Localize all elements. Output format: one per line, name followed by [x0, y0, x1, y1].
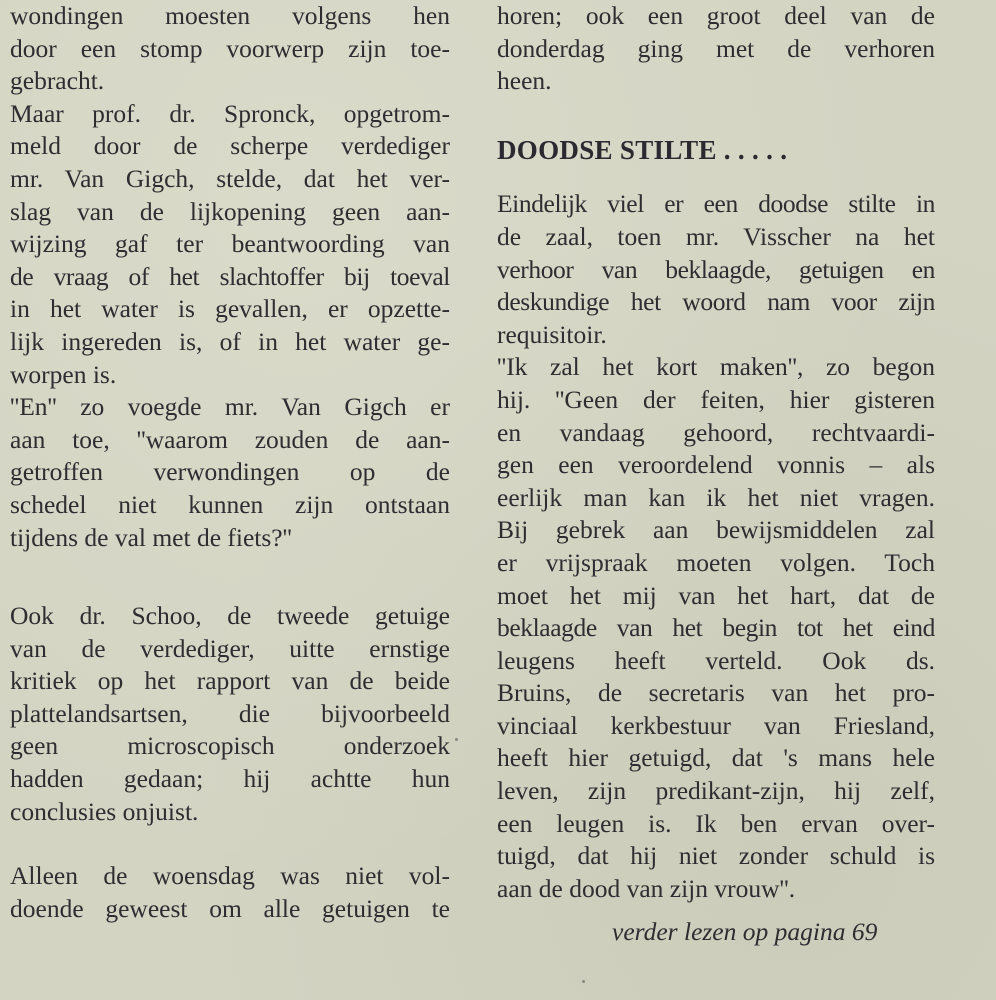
text-line: aan de dood van zijn vrouw''. — [497, 873, 796, 903]
text-line: Bij gebrek aan bewijsmiddelen zal — [497, 515, 935, 545]
text-line: requisitoir. — [497, 319, 607, 349]
right-column — [497, 0, 935, 905]
left-paragraph-5 — [10, 860, 450, 925]
text-line: gen een veroordelend vonnis – als — [497, 450, 935, 480]
text-line: doende geweest om alle getuigen te — [10, 893, 450, 923]
section-heading: DOODSE STILTE . . . . . — [497, 134, 788, 165]
left-paragraph-2 — [10, 98, 450, 391]
text-line: en vandaag gehoord, rechtvaardi- — [497, 417, 935, 447]
text-line: moet het mij van het hart, dat de — [497, 580, 935, 610]
text-line: slag van de lijkopening geen aan- — [10, 196, 450, 226]
text-line: eerlijk man kan ik het niet vragen. — [497, 482, 935, 512]
text-line: Eindelijk viel er een doodse stilte in — [497, 189, 935, 219]
text-line: donderdag ging met de verhoren — [497, 33, 935, 63]
text-line: verhoor van beklaagde, getuigen en — [497, 254, 935, 284]
text-line: gebracht. — [10, 66, 105, 96]
text-line: leugens heeft verteld. Ook ds. — [497, 645, 935, 675]
text-line: hij. ''Geen der feiten, hier gisteren — [497, 384, 935, 414]
text-line: een leugen is. Ik ben ervan over- — [497, 808, 935, 838]
text-line: ''En'' zo voegde mr. Van Gigch er — [10, 392, 450, 422]
text-line: heen. — [497, 66, 552, 96]
text-line: meld door de scherpe verdediger — [10, 131, 450, 161]
text-line: wondingen moesten volgens hen — [10, 1, 450, 30]
text-line: de vraag of het slachtoffer bij toeval — [10, 261, 450, 291]
print-speck — [455, 738, 458, 741]
text-line: tuigd, dat hij niet zonder schuld is — [497, 841, 935, 871]
text-line: getroffen verwondingen op de — [10, 457, 450, 487]
print-speck — [582, 980, 585, 983]
right-paragraph-1 — [497, 0, 935, 98]
text-line: horen; ook een groot deel van de — [497, 1, 935, 30]
text-line: er vrijspraak moeten volgen. Toch — [497, 547, 935, 577]
text-line: plattelandsartsen, die bijvoorbeeld — [10, 698, 450, 728]
text-line: tijdens de val met de fiets?'' — [10, 522, 292, 552]
text-line: lijk ingereden is, of in het water ge- — [10, 326, 450, 356]
text-line: geen microscopisch onderzoek — [10, 731, 450, 761]
text-line: worpen is. — [10, 359, 117, 389]
text-line: mr. Van Gigch, stelde, dat het ver- — [10, 163, 450, 193]
text-line: deskundige het woord nam voor zijn — [497, 287, 935, 317]
left-column — [10, 0, 450, 925]
text-line: Ook dr. Schoo, de tweede getuige — [10, 601, 450, 631]
right-paragraph-3 — [497, 351, 935, 905]
text-line: heeft hier getuigd, dat 's mans hele — [497, 743, 935, 773]
right-paragraph-2 — [497, 188, 935, 351]
text-line: Maar prof. dr. Spronck, opgetrom- — [10, 98, 450, 128]
text-line: in het water is gevallen, er opzette- — [10, 294, 450, 324]
text-line: aan toe, ''waarom zouden de aan- — [10, 424, 450, 454]
text-line: Bruins, de secretaris van het pro- — [497, 678, 935, 708]
text-line: vinciaal kerkbestuur van Friesland, — [497, 710, 935, 740]
text-line: hadden gedaan; hij achtte hun — [10, 764, 450, 794]
text-line: schedel niet kunnen zijn ontstaan — [10, 489, 450, 519]
text-line: ''Ik zal het kort maken'', zo begon — [497, 352, 935, 382]
text-line: de zaal, toen mr. Visscher na het — [497, 221, 935, 251]
continuation-note: verder lezen op pagina 69 — [612, 917, 878, 946]
text-line: Alleen de woensdag was niet vol- — [10, 861, 450, 891]
text-line: conclusies onjuist. — [10, 796, 199, 826]
text-line: door een stomp voorwerp zijn toe- — [10, 33, 450, 63]
text-line: van de verdediger, uitte ernstige — [10, 633, 450, 663]
text-line: leven, zijn predikant-zijn, hij zelf, — [497, 776, 935, 806]
left-paragraph-1 — [10, 0, 450, 98]
left-paragraph-4 — [10, 600, 450, 828]
left-paragraph-3 — [10, 391, 450, 554]
text-line: beklaagde van het begin tot het eind — [497, 613, 935, 643]
text-line: wijzing gaf ter beantwoording van — [10, 229, 450, 259]
text-line: kritiek op het rapport van de beide — [10, 666, 450, 696]
